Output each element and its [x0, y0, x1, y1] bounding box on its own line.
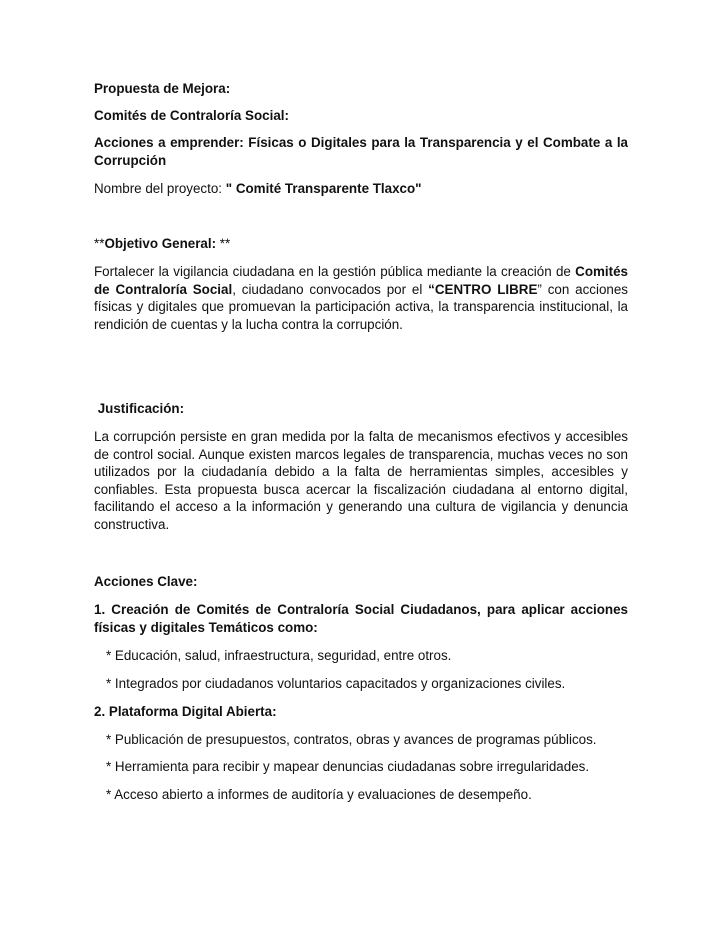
list-item: * Publicación de presupuestos, contratos, obras y avances de programas públicos.	[106, 732, 597, 747]
objective-text-3: ” con acciones físicas y digitales que promuevan la participación activa, la transparencia institucional, la rendición de cuentas y la lucha contra la corrupción.	[94, 281, 628, 332]
objective-paragraph	[94, 263, 628, 333]
project-name: " Comité Transparente Tlaxco"	[225, 181, 422, 196]
objective-text-1: Fortalecer la vigilancia ciudadana en la gestión pública mediante la creación de	[94, 264, 576, 279]
key-action-1-title: 1. Creación de Comités de Contraloría Social Ciudadanos, para aplicar acciones físicas y digitales Temáticos como:	[94, 602, 628, 635]
project-label: Nombre del proyecto:	[94, 181, 226, 196]
key-action-2-title: 2. Plataforma Digital Abierta:	[94, 704, 277, 719]
actions-title: Acciones a emprender: Físicas o Digitales para la Transparencia y el Combate a la Corrupción	[94, 135, 628, 168]
justification-paragraph: La corrupción persiste en gran medida por la falta de mecanismos efectivos y accesibles de control social. Aunque existen marcos legales de transparencia, muchas veces no son utilizados por la ciudadanía debido a la falta de herramientas simples, accesibles y confiables. Esta propuesta busca acercar la fiscalización ciudadana al entorno digital, facilitando el acceso a la información y generando una cultura de vigilancia y denuncia constructiva.	[94, 429, 628, 532]
proposal-title: Propuesta de Mejora:	[94, 81, 231, 96]
list-item: * Integrados por ciudadanos voluntarios capacitados y organizaciones civiles.	[106, 676, 566, 691]
justification-heading: Justificación:	[94, 401, 185, 416]
objective-bold-committees: Comités de Contraloría Social	[94, 264, 628, 297]
objective-heading-suffix: **	[216, 236, 231, 251]
objective-heading	[94, 235, 628, 253]
list-item: * Acceso abierto a informes de auditoría y evaluaciones de desempeño.	[106, 787, 532, 802]
list-item: * Educación, salud, infraestructura, seguridad, entre otros.	[106, 648, 452, 663]
objective-text-2: , ciudadano convocados por el	[232, 281, 429, 297]
key-actions-heading: Acciones Clave:	[94, 574, 198, 589]
committees-title: Comités de Contraloría Social:	[94, 108, 289, 123]
list-item: * Herramienta para recibir y mapear denuncias ciudadanas sobre irregularidades.	[106, 759, 590, 774]
objective-heading-prefix: **	[94, 236, 105, 251]
project-line	[94, 180, 628, 198]
objective-bold-centro-libre: “CENTRO LIBRE	[428, 281, 538, 297]
objective-heading-text: Objetivo General:	[104, 236, 217, 251]
